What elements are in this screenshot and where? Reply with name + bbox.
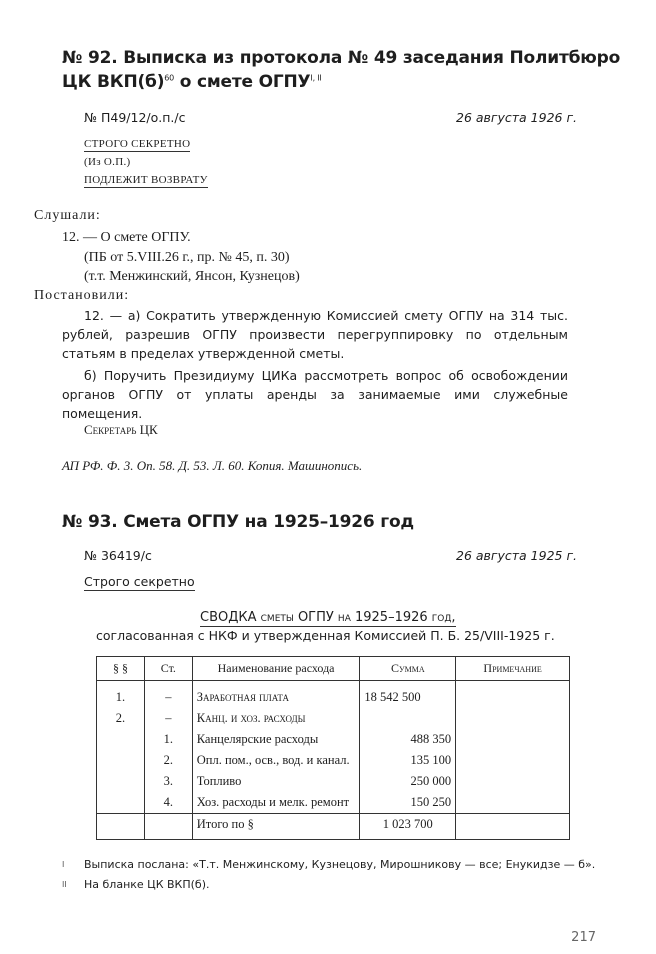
col-header-article: Ст. [144,657,192,681]
cell-name: Опл. пом., осв., вод. и канал. [192,750,360,771]
table-header-row [97,657,570,681]
col-header-sum: Сумма [360,657,456,681]
cell-par [97,750,145,771]
footnote-ref-60: 60 [164,73,175,83]
cell-st: 1. [144,729,192,750]
cell-note [456,750,570,771]
doc92-number: № П49/12/о.п./с [84,110,186,125]
doc92-return-stamp: ПОДЛЕЖИТ ВОЗВРАТУ [84,174,208,186]
doc92-from-op: (Из О.П.) [84,156,131,168]
doc92-title-line1: № 92. Выписка из протокола № 49 заседания Политбюро [62,48,621,68]
table-row [97,708,570,729]
cell-par: 1. [97,681,145,709]
doc92-archive-ref: АП РФ. Ф. 3. Оп. 58. Д. 53. Л. 60. Копия. Машинопись. [62,458,363,473]
col-header-expense: Наименование расхода [192,657,360,681]
cell-par: 2. [97,708,145,729]
cell-sum: 135 100 [360,750,456,771]
cell-st: – [144,681,192,709]
cell-name: Канцелярские расходы [192,729,360,750]
cell-st: 2. [144,750,192,771]
cell-name: Топливо [192,771,360,792]
col-header-paragraph: § § [97,657,145,681]
doc92-resolution-b: б) Поручить Президиуму ЦИКа рассмотреть вопрос об освобождении органов ОГПУ от уплаты аренды за занимаемые ими служебные помещения. [62,368,568,421]
footnote-ref-I-II: I, II [310,73,322,83]
doc92-title-line2: ЦК $ВКП(б)^{60}$ о смете $ОГПУ^{I, II}$ [62,72,322,92]
cell-par [97,792,145,814]
cell-name: Заработная плата [192,681,360,709]
total-sum: 1 023 700 [360,814,456,840]
cell-st: – [144,708,192,729]
doc92-resolved: Постановили: [34,288,130,303]
doc92-item12: 12. — О смете ОГПУ. [62,230,191,245]
col-header-note: Примечание [456,657,570,681]
doc92-resolution-a: 12. — а) Сократить утвержденную Комиссией смету ОГПУ на 314 тыс. рублей, разрешив ОГПУ произвести перегруппировку по отдельным статьям в пределах утвержденной сметы. [62,308,568,361]
budget-table [96,656,570,840]
footnote-2: На бланке ЦК ВКП(б). [84,878,210,891]
doc92-date: 26 августа 1926 г. [456,110,577,125]
cell-note [456,814,570,840]
bleed-through-text [300,500,303,512]
cell-st [144,814,192,840]
bleed-through-text [520,690,523,702]
summary-title: СВОДКА сметы ОГПУ на 1925–1926 год, [200,610,456,625]
table-row [97,792,570,814]
doc93-title: № 93. Смета ОГПУ на 1925–1926 год [62,512,414,532]
table-row [97,750,570,771]
cell-note [456,708,570,729]
cell-par [97,771,145,792]
page-number: 217 [571,930,596,945]
doc93-number: № 36419/с [84,548,152,563]
table-row [97,729,570,750]
cell-sum: 18 542 500 [360,681,456,709]
doc92-heard: Слушали: [34,208,101,223]
table-total-row [97,814,570,840]
cell-note [456,771,570,792]
doc92-secretary: Секретарь ЦК [84,422,158,437]
doc92-pb-ref: (ПБ от 5.VIII.26 г., пр. № 45, п. 30) [84,250,290,265]
cell-sum: 150 250 [360,792,456,814]
table-row [97,771,570,792]
summary-subtitle: согласованная с НКФ и утвержденная Комиссией П. Б. 25/VIII-1925 г. [96,628,555,643]
doc92-comrades: (т.т. Менжинский, Янсон, Кузнецов) [84,269,300,284]
cell-note [456,681,570,709]
footnote-mark-2: II [62,880,67,889]
footnote-1: Выписка послана: «Т.т. Менжинскому, Кузнецову, Мирошникову — все; Енукидзе — б». [84,858,596,871]
cell-note [456,729,570,750]
cell-sum: 250 000 [360,771,456,792]
total-label: Итого по § [192,814,360,840]
doc92-secret-stamp: СТРОГО СЕКРЕТНО [84,138,191,150]
table-row [97,681,570,709]
cell-sum: 488 350 [360,729,456,750]
cell-st: 4. [144,792,192,814]
doc93-date: 26 августа 1925 г. [456,548,577,563]
doc93-secret-stamp: Строго секретно [84,574,195,589]
cell-note [456,792,570,814]
cell-name: Хоз. расходы и мелк. ремонт [192,792,360,814]
cell-sum [360,708,456,729]
cell-name: Канц. и хоз. расходы [192,708,360,729]
cell-par [97,729,145,750]
cell-st: 3. [144,771,192,792]
footnote-mark-1: I [62,860,65,869]
cell-par [97,814,145,840]
